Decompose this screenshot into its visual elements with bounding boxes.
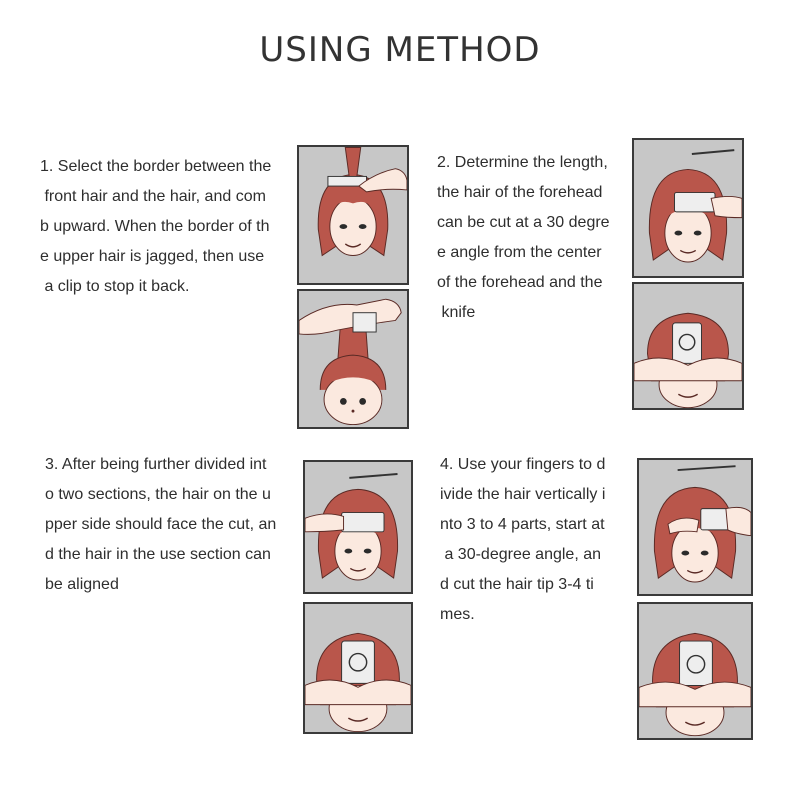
step-line: be aligned	[45, 576, 119, 593]
step-line: 4. Use your fingers to d	[440, 456, 606, 473]
step-line: ivide the hair vertically i	[440, 486, 606, 503]
tip-trimming-illustration	[637, 602, 753, 740]
bang-cutting-illustration	[632, 138, 744, 278]
step-line: 2. Determine the length,	[437, 154, 608, 171]
step-line: front hair and the hair, and com	[40, 188, 266, 205]
comb-trimmer-illustration	[632, 282, 744, 410]
step-line: pper side should face the cut, an	[45, 516, 277, 533]
hair-combing-illustration	[297, 145, 409, 285]
step-line: nto 3 to 4 parts, start at	[440, 516, 605, 533]
section-cutting-illustration	[303, 460, 413, 594]
step-line: can be cut at a 30 degre	[437, 214, 610, 231]
hair-clip-illustration	[297, 289, 409, 429]
step-line: of the forehead and the	[437, 274, 603, 291]
step-line: 1. Select the border between the	[40, 158, 272, 175]
step-1-text	[40, 152, 290, 302]
step-3-text	[45, 450, 295, 600]
finger-dividing-illustration	[637, 458, 753, 596]
trimmer-alignment-illustration	[303, 602, 413, 734]
step-line: o two sections, the hair on the u	[45, 486, 271, 503]
step-line: mes.	[440, 606, 475, 623]
step-line: a 30-degree angle, an	[440, 546, 602, 563]
step-line: a clip to stop it back.	[40, 278, 190, 295]
step-line: the hair of the forehead	[437, 184, 603, 201]
step-line: d cut the hair tip 3-4 ti	[440, 576, 594, 593]
step-line: 3. After being further divided int	[45, 456, 267, 473]
step-line: b upward. When the border of th	[40, 218, 270, 235]
page-title: USING METHOD	[259, 30, 541, 70]
step-line: e upper hair is jagged, then use	[40, 248, 265, 265]
step-line: d the hair in the use section can	[45, 546, 271, 563]
step-line: e angle from the center	[437, 244, 602, 261]
step-line: knife	[437, 304, 476, 321]
